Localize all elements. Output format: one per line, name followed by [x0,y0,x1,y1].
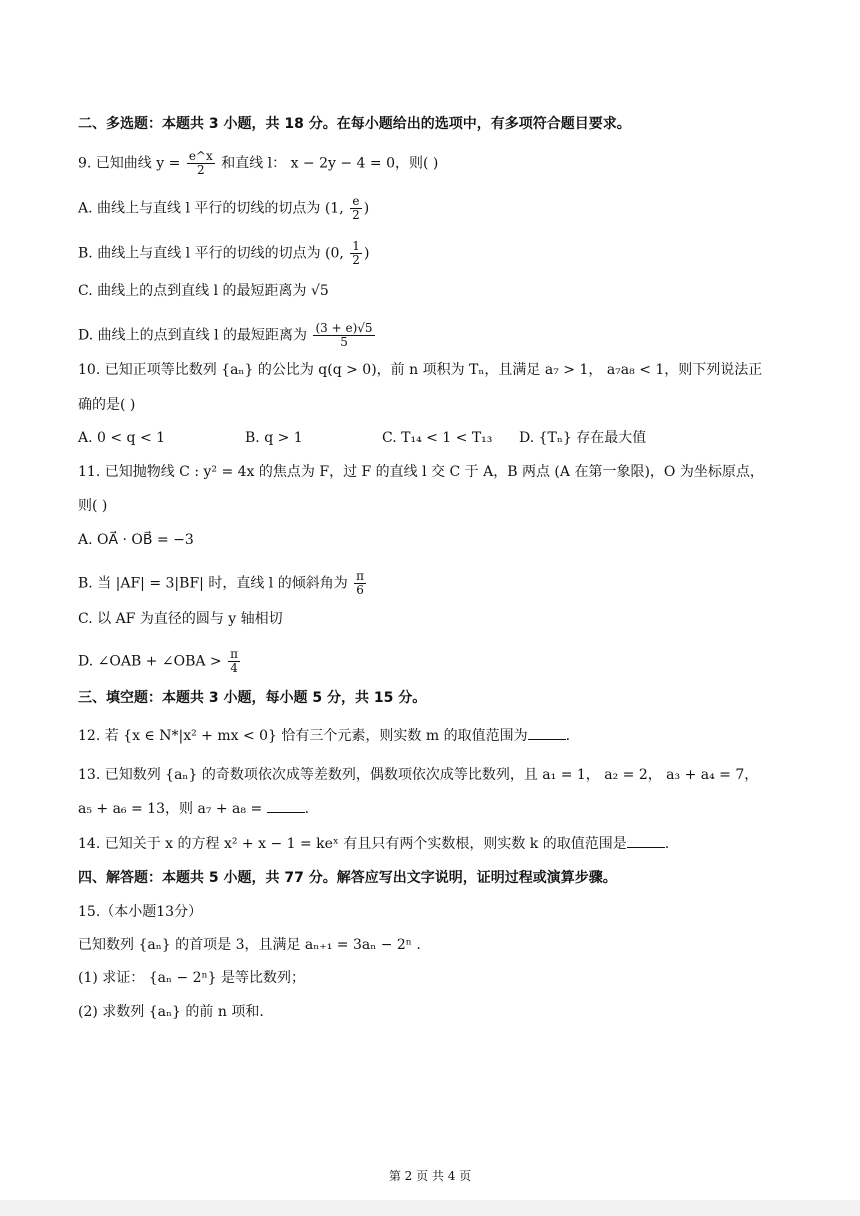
q10-option-c: C. T₁₄ < 1 < T₁₃ [382,430,493,446]
question-15-part-1: (1) 求证： {aₙ − 2ⁿ} 是等比数列； [78,970,305,986]
q9-stem-text-a: 9. 已知曲线 y = [78,155,185,172]
q9-stem-text-b: 和直线 l： x − 2y − 4 = 0，则( ) [216,155,439,172]
question-10-stem-line-1: 10. 已知正项等比数列 {aₙ} 的公比为 q(q > 0)，前 n 项积为 Tₙ，且满足 a₇ > 1， a₇a₈ < 1，则下列说法正 [78,362,763,378]
q10-option-b: B. q > 1 [245,430,303,446]
bottom-strip [0,1200,860,1216]
q10-option-a: A. 0 < q < 1 [78,430,166,446]
question-11-option-d: D. ∠OAB + ∠OBA > $\frac{\pi}{4}$ [78,647,238,675]
question-9-option-d: D. 曲线上的点到直线 l 的最短距离为 $\frac{(3 + e)√5}{5}$ [78,321,373,349]
answer-blank[interactable] [528,727,566,740]
question-12: 12. 若 {x ∈ N*|x² + mx < 0} 恰有三个元素，则实数 m 的取值范围为 . [78,728,571,744]
section-header-fill-in: 三、填空题：本题共 3 小题，每小题 5 分，共 15 分。 [78,690,427,706]
question-15-stem: 已知数列 {aₙ} 的首项是 3，且满足 aₙ₊₁ = 3aₙ − 2ⁿ . [78,937,421,953]
question-11-option-a: A. OA⃗ · OB⃗ = −3 [78,532,194,548]
section-header-solution: 四、解答题：本题共 5 小题，共 77 分。解答应写出文字说明，证明过程或演算步骤。 [78,870,617,886]
question-11-stem-line-1: 11. 已知抛物线 C : y² = 4x 的焦点为 F，过 F 的直线 l 交 C 于 A，B 两点 (A 在第一象限)，O 为坐标原点， [78,464,764,480]
question-9-option-b: B. 曲线上与直线 l 平行的切线的切点为 (0, $\frac{1}{2}$ ) [78,239,370,267]
question-13-line-2: a₅ + a₆ = 13，则 a₇ + a₈ = . [78,801,310,817]
question-14: 14. 已知关于 x 的方程 x² + x − 1 = keˣ 有且只有两个实数根，则实数 k 的取值范围是 . [78,836,670,852]
q10-option-d: D. {Tₙ} 存在最大值 [519,430,647,446]
question-9-option-a: A. 曲线上与直线 l 平行的切线的切点为 (1, $\frac{e}{2}$ ) [78,194,370,222]
question-11-option-c: C. 以 AF 为直径的圆与 y 轴相切 [78,611,283,627]
section-header-multiple-choice: 二、多选题：本题共 3 小题，共 18 分。在每小题给出的选项中，有多项符合题目要求。 [78,116,631,132]
answer-blank[interactable] [267,800,305,813]
question-15-title: 15.（本小题13分） [78,904,203,920]
question-9-stem [78,150,790,177]
answer-blank[interactable] [627,835,665,848]
page-footer: 第 2 页 共 4 页 [388,1169,472,1183]
question-13-line-1: 13. 已知数列 {aₙ} 的奇数项依次成等差数列，偶数项依次成等比数列，且 a₁ = 1， a₂ = 2， a₃ + a₄ = 7， [78,767,759,783]
q9-fraction: $\frac{e\^{}x}{2}$ [188,149,213,177]
question-11-stem-line-2: 则( ) [78,498,108,514]
question-15-part-2: (2) 求数列 {aₙ} 的前 n 项和. [78,1004,264,1020]
question-10-stem-line-2: 确的是( ) [78,397,136,413]
question-11-option-b: B. 当 |AF| = 3|BF| 时，直线 l 的倾斜角为 $\frac{\pi}{6}$ [78,569,365,597]
question-9-option-c: C. 曲线上的点到直线 l 的最短距离为 √5 [78,283,329,299]
